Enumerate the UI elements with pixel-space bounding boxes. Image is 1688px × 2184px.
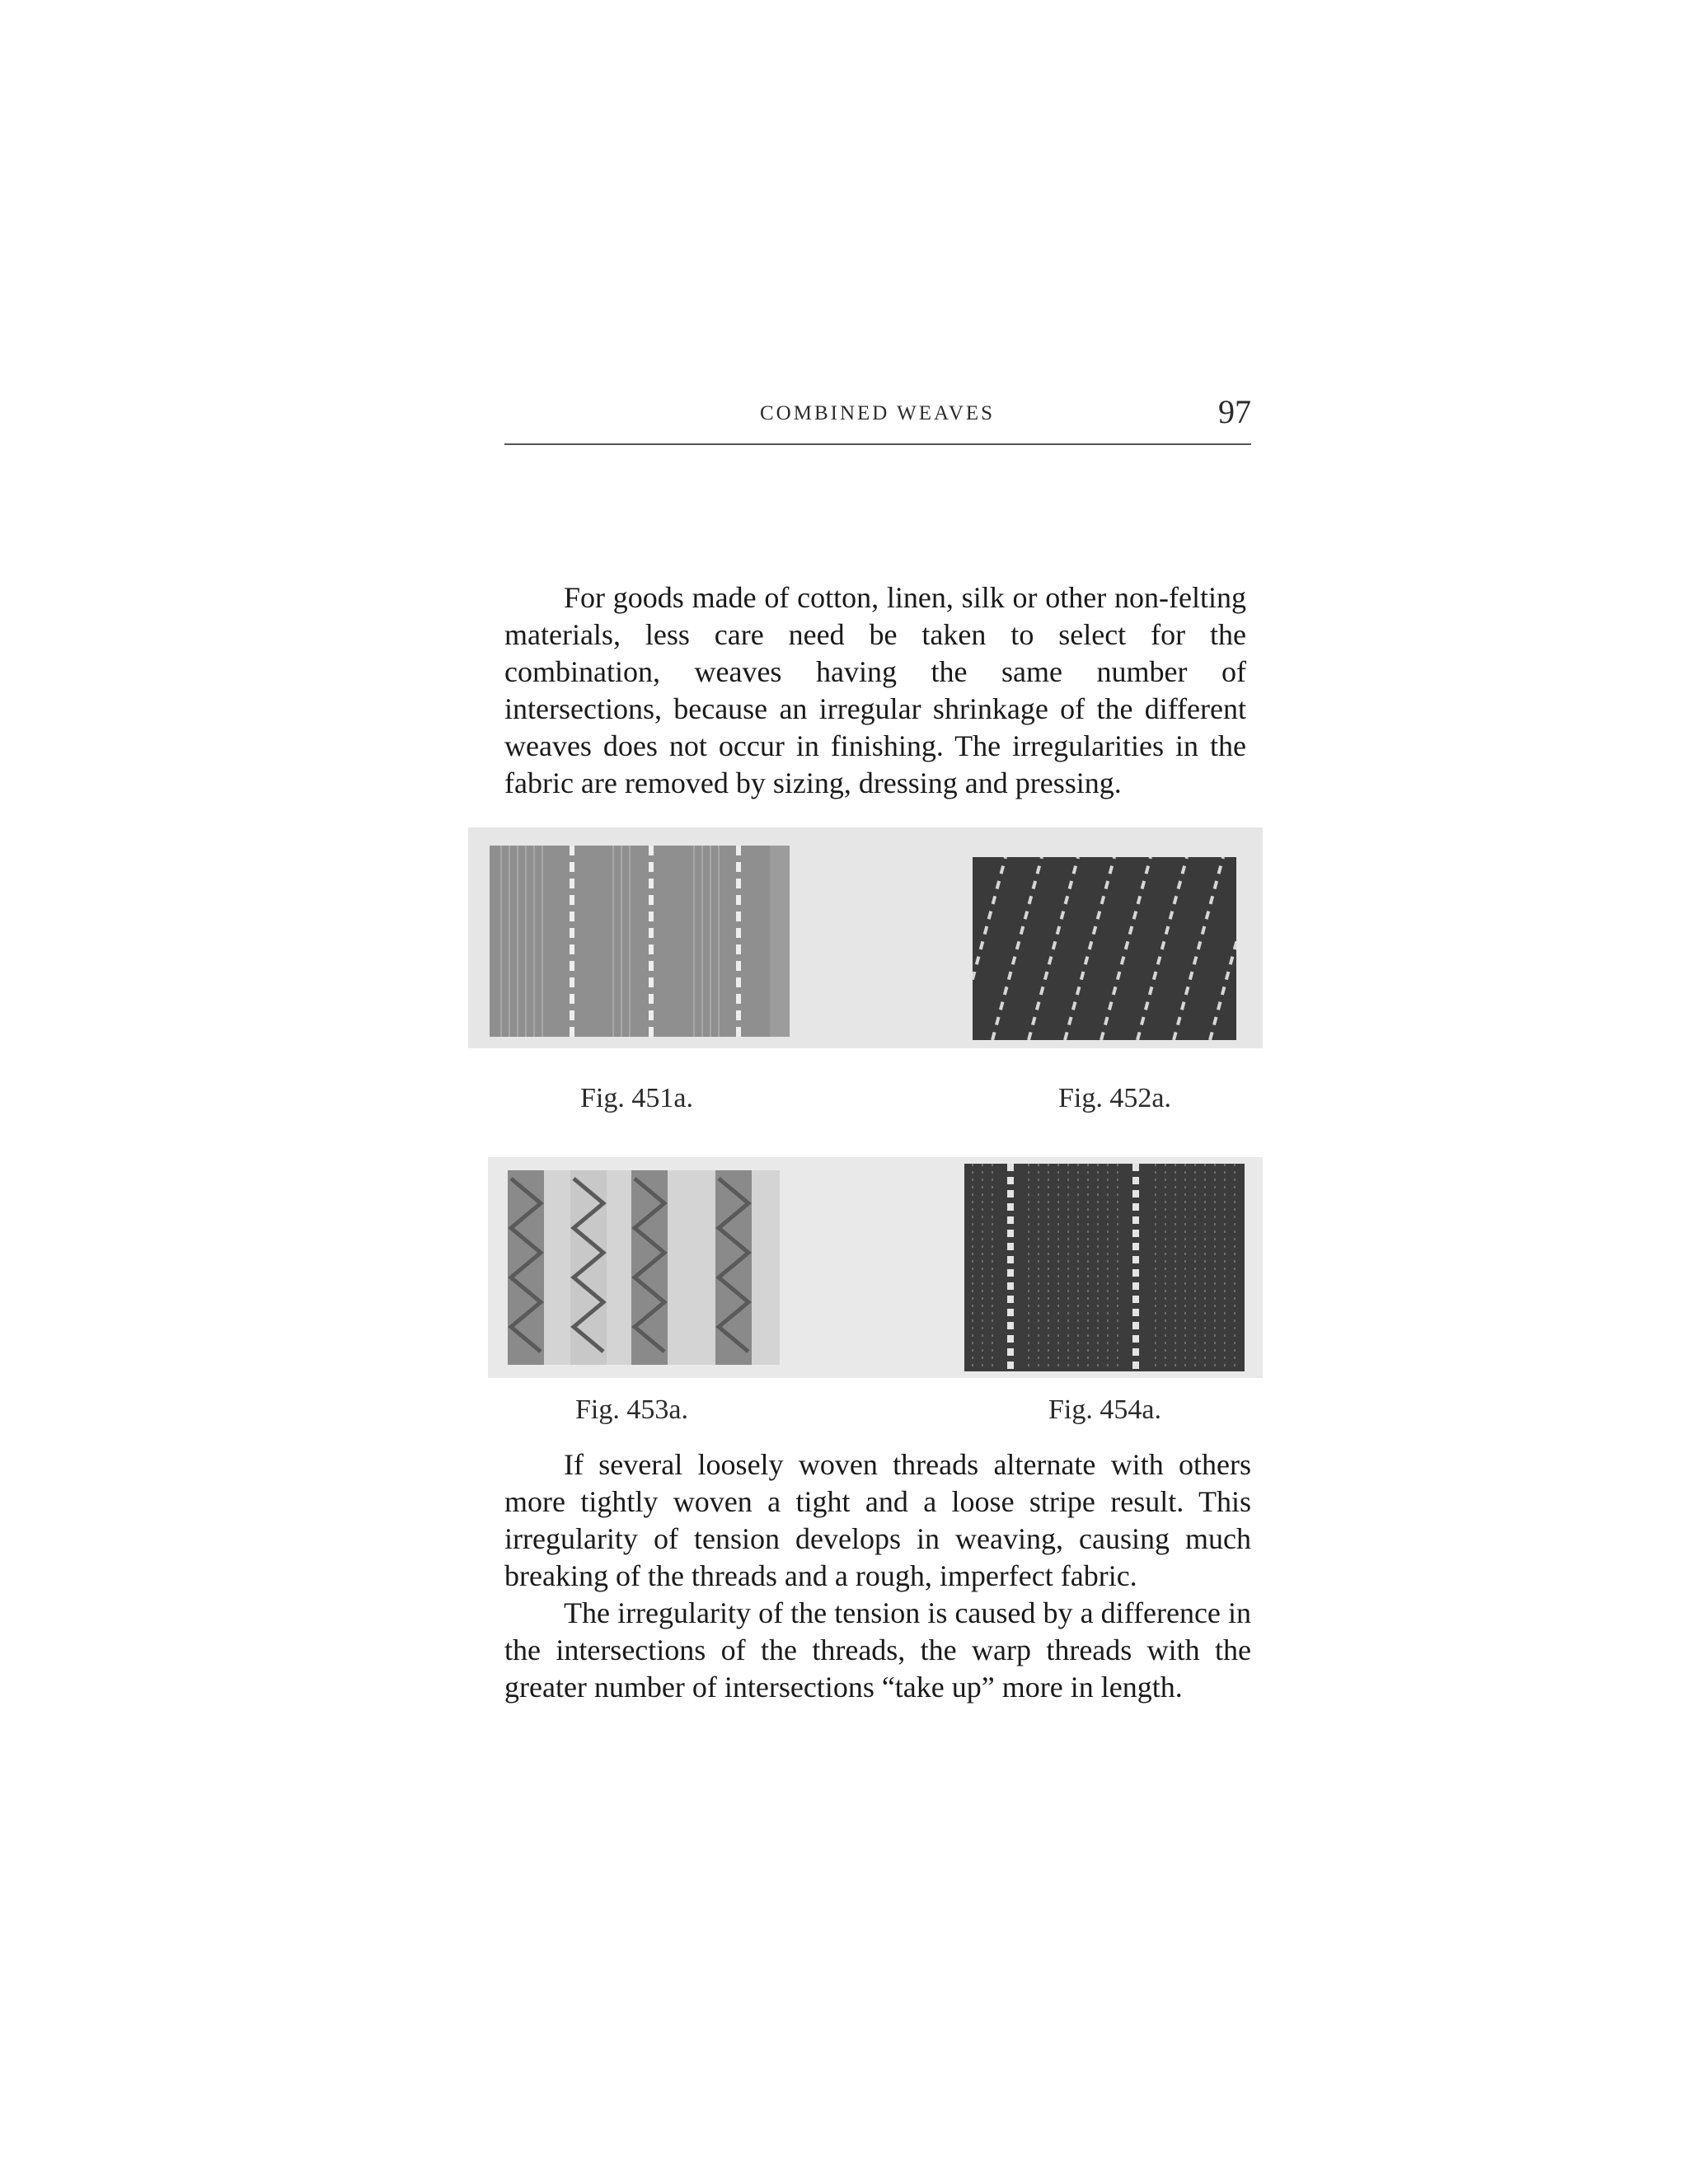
figure-caption-454a: Fig. 454a. xyxy=(1048,1394,1161,1425)
paragraph-2-3 xyxy=(504,1446,1251,1706)
header-rule xyxy=(504,443,1251,445)
running-header xyxy=(504,393,1251,448)
fabric-swatch-454a xyxy=(964,1164,1245,1371)
figure-plate xyxy=(468,827,1263,1425)
paragraph-2-text: If several loosely woven threads alternate with others more tightly woven a tight and a loose stripe result. This irregularity of tension develops in weaving, causing much breaking of the threads and a rough, imperfect fabric. xyxy=(504,1448,1251,1592)
figure-caption-453a: Fig. 453a. xyxy=(575,1394,688,1425)
running-title: COMBINED WEAVES xyxy=(760,402,996,424)
fabric-swatch-451a xyxy=(490,846,790,1037)
paragraph-3-text: The irregularity of the tension is caused by a difference in the intersections of the threads, the warp threads with the greater number of intersections “take up” more in length. xyxy=(504,1596,1251,1704)
figure-caption-452a: Fig. 452a. xyxy=(1058,1083,1171,1113)
paragraph-1 xyxy=(504,579,1246,802)
page-number: 97 xyxy=(1218,393,1251,430)
figure-caption-451a: Fig. 451a. xyxy=(580,1083,693,1113)
fabric-swatch-452a xyxy=(973,857,1236,1040)
paragraph-1-text: For goods made of cotton, linen, silk or other non-felting materials, less care need be taken to select for the combination, weaves having the same number of intersections, because an irregular shrinkage of the different weaves does not occur in finishing. The irregularities in the fabric are removed by sizing, dressing and pressing. xyxy=(504,581,1246,799)
fabric-swatch-453a xyxy=(508,1170,780,1365)
